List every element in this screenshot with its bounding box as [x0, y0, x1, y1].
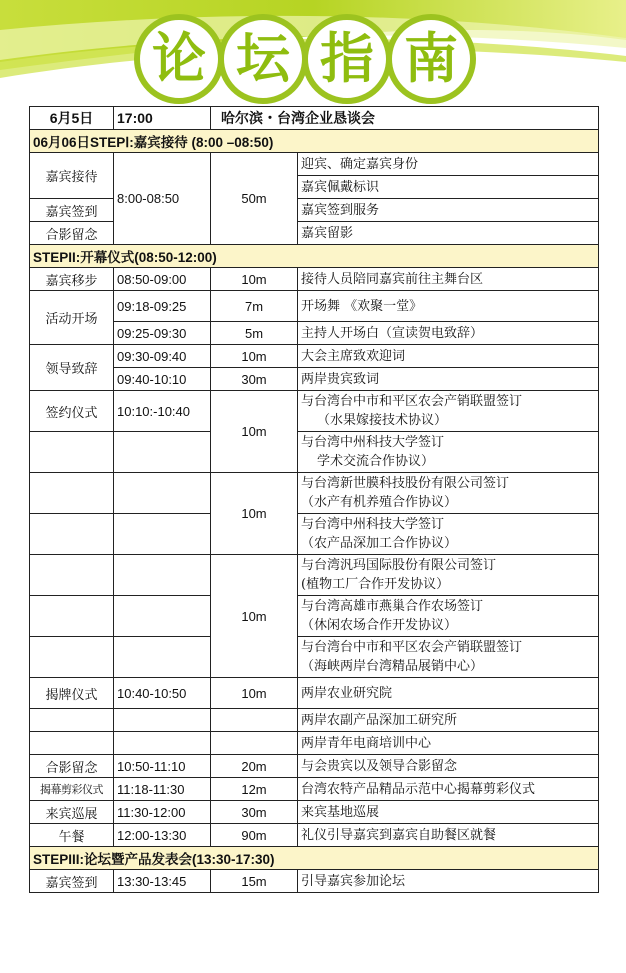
desc-cell: 引导嘉宾参加论坛: [298, 870, 599, 893]
time-cell: 10:10:-10:40: [114, 391, 211, 432]
empty-cell: [114, 596, 211, 637]
duration-cell: 10m: [211, 391, 298, 473]
time-cell: 09:40-10:10: [114, 368, 211, 391]
date-cell: 6月5日: [30, 107, 114, 130]
desc-line: 与台湾高雄市燕巢合作农场签订: [301, 599, 484, 614]
empty-cell: [114, 709, 211, 732]
desc-cell: [298, 432, 599, 473]
duration-cell: 15m: [211, 870, 298, 893]
section-title: 06月06日STEPⅠ:嘉宾接待 (8:00 –08:50): [30, 130, 599, 153]
table-row: [30, 153, 599, 176]
item-name: 嘉宾接待: [30, 153, 114, 199]
item-name: 活动开场: [30, 291, 114, 345]
desc-line: 与台湾台中市和平区农会产销联盟签订: [301, 640, 523, 655]
table-row: [30, 291, 599, 322]
empty-cell: [114, 732, 211, 755]
time-cell: 11:30-12:00: [114, 801, 211, 824]
table-row: [30, 268, 599, 291]
desc-cell: 礼仪引导嘉宾到嘉宾自助餐区就餐: [298, 824, 599, 847]
section-title: STEPIII:论坛暨产品发表会(13:30-17:30): [30, 847, 599, 870]
time-cell: 17:00: [114, 107, 211, 130]
time-cell: 10:50-11:10: [114, 755, 211, 778]
item-name: 合影留念: [30, 222, 114, 245]
table-row: [30, 824, 599, 847]
time-cell: 09:30-09:40: [114, 345, 211, 368]
table-row: [30, 778, 599, 801]
desc-line: （水产有机养殖合作协议）: [301, 495, 458, 510]
empty-cell: [30, 514, 114, 555]
desc-cell: 两岸农业研究院: [298, 678, 599, 709]
table-row: [30, 555, 599, 596]
section-title: STEPII:开幕仪式(08:50-12:00): [30, 245, 599, 268]
table-row: [30, 596, 599, 637]
desc-cell: 迎宾、确定嘉宾身份: [298, 153, 599, 176]
desc-cell: 嘉宾签到服务: [298, 199, 599, 222]
item-name: 揭牌仪式: [30, 678, 114, 709]
section-header: [30, 245, 599, 268]
empty-cell: [211, 709, 298, 732]
item-name: 签约仪式: [30, 391, 114, 432]
time-cell: 12:00-13:30: [114, 824, 211, 847]
desc-line: 学术交流合作协议）: [317, 454, 435, 469]
desc-cell: [298, 514, 599, 555]
table-row: [30, 678, 599, 709]
time-cell: 13:30-13:45: [114, 870, 211, 893]
duration-cell: 10m: [211, 555, 298, 678]
table-row: [30, 709, 599, 732]
empty-cell: [30, 732, 114, 755]
event-cell: 哈尔滨・台湾企业恳谈会: [211, 107, 599, 130]
desc-cell: 大会主席致欢迎词: [298, 345, 599, 368]
duration-cell: 90m: [211, 824, 298, 847]
desc-cell: [298, 637, 599, 678]
title-char: 指: [302, 14, 392, 104]
duration-cell: 20m: [211, 755, 298, 778]
desc-cell: 嘉宾留影: [298, 222, 599, 245]
duration-cell: 7m: [211, 291, 298, 322]
item-name: 午餐: [30, 824, 114, 847]
desc-cell: 来宾基地巡展: [298, 801, 599, 824]
duration-cell: 10m: [211, 678, 298, 709]
table-row: [30, 345, 599, 368]
duration-cell: 50m: [211, 153, 298, 245]
header-banner: [0, 0, 626, 104]
table-row: [30, 322, 599, 345]
table-row: [30, 391, 599, 432]
desc-cell: [298, 596, 599, 637]
table-row: [30, 473, 599, 514]
desc-line: (植物工厂合作开发协议）: [301, 577, 450, 592]
desc-cell: [298, 391, 599, 432]
table-row: [30, 755, 599, 778]
section-header: [30, 130, 599, 153]
empty-cell: [114, 555, 211, 596]
desc-line: 与台湾中州科技大学签订: [301, 435, 445, 450]
title-char: 论: [134, 14, 224, 104]
item-name: 合影留念: [30, 755, 114, 778]
desc-cell: 两岸农副产品深加工研究所: [298, 709, 599, 732]
time-cell: 08:50-09:00: [114, 268, 211, 291]
empty-cell: [114, 432, 211, 473]
schedule-table: [29, 106, 599, 893]
title-char: 南: [386, 14, 476, 104]
empty-cell: [30, 432, 114, 473]
desc-line: （水果嫁接技术协议）: [317, 413, 448, 428]
desc-line: （休闲农场合作开发协议）: [301, 618, 458, 633]
desc-cell: 主持人开场白（宣读贺电致辞）: [298, 322, 599, 345]
desc-line: （海峡两岸台湾精品展销中心）: [301, 659, 484, 674]
desc-cell: [298, 473, 599, 514]
table-row: [30, 107, 599, 130]
item-name: 嘉宾移步: [30, 268, 114, 291]
duration-cell: 30m: [211, 368, 298, 391]
item-name: 嘉宾签到: [30, 870, 114, 893]
duration-cell: 30m: [211, 801, 298, 824]
duration-cell: 10m: [211, 268, 298, 291]
empty-cell: [30, 555, 114, 596]
time-cell: 09:25-09:30: [114, 322, 211, 345]
desc-cell: 接待人员陪同嘉宾前往主舞台区: [298, 268, 599, 291]
desc-line: 与台湾新世膜科技股份有限公司签订: [301, 476, 510, 491]
table-row: [30, 368, 599, 391]
table-row: [30, 732, 599, 755]
table-row: [30, 514, 599, 555]
item-name: 领导致辞: [30, 345, 114, 391]
desc-line: （农产品深加工合作协议）: [301, 536, 458, 551]
duration-cell: 10m: [211, 345, 298, 368]
desc-cell: 嘉宾佩戴标识: [298, 176, 599, 199]
empty-cell: [114, 514, 211, 555]
desc-cell: 与会贵宾以及领导合影留念: [298, 755, 599, 778]
item-name: 来宾巡展: [30, 801, 114, 824]
desc-cell: [298, 555, 599, 596]
empty-cell: [114, 637, 211, 678]
time-cell: 11:18-11:30: [114, 778, 211, 801]
desc-cell: 两岸贵宾致词: [298, 368, 599, 391]
empty-cell: [211, 732, 298, 755]
item-name: 嘉宾签到: [30, 199, 114, 222]
table-row: [30, 432, 599, 473]
empty-cell: [30, 473, 114, 514]
empty-cell: [30, 709, 114, 732]
title-char: 坛: [218, 14, 308, 104]
desc-cell: 开场舞 《欢聚一堂》: [298, 291, 599, 322]
duration-cell: 10m: [211, 473, 298, 555]
empty-cell: [30, 637, 114, 678]
desc-line: 与台湾汎玛国际股份有限公司签订: [301, 558, 497, 573]
desc-cell: 两岸青年电商培训中心: [298, 732, 599, 755]
desc-line: 与台湾台中市和平区农会产销联盟签订: [301, 394, 523, 409]
desc-cell: 台湾农特产品精品示范中心揭幕剪彩仪式: [298, 778, 599, 801]
page-title: [134, 14, 470, 104]
duration-cell: 5m: [211, 322, 298, 345]
section-header: [30, 847, 599, 870]
table-row: [30, 801, 599, 824]
table-row: [30, 637, 599, 678]
time-cell: 09:18-09:25: [114, 291, 211, 322]
time-cell: 8:00-08:50: [114, 153, 211, 245]
table-row: [30, 870, 599, 893]
desc-line: 与台湾中州科技大学签订: [301, 517, 445, 532]
empty-cell: [114, 473, 211, 514]
empty-cell: [30, 596, 114, 637]
item-name: 揭幕剪彩仪式: [30, 778, 114, 801]
duration-cell: 12m: [211, 778, 298, 801]
time-cell: 10:40-10:50: [114, 678, 211, 709]
